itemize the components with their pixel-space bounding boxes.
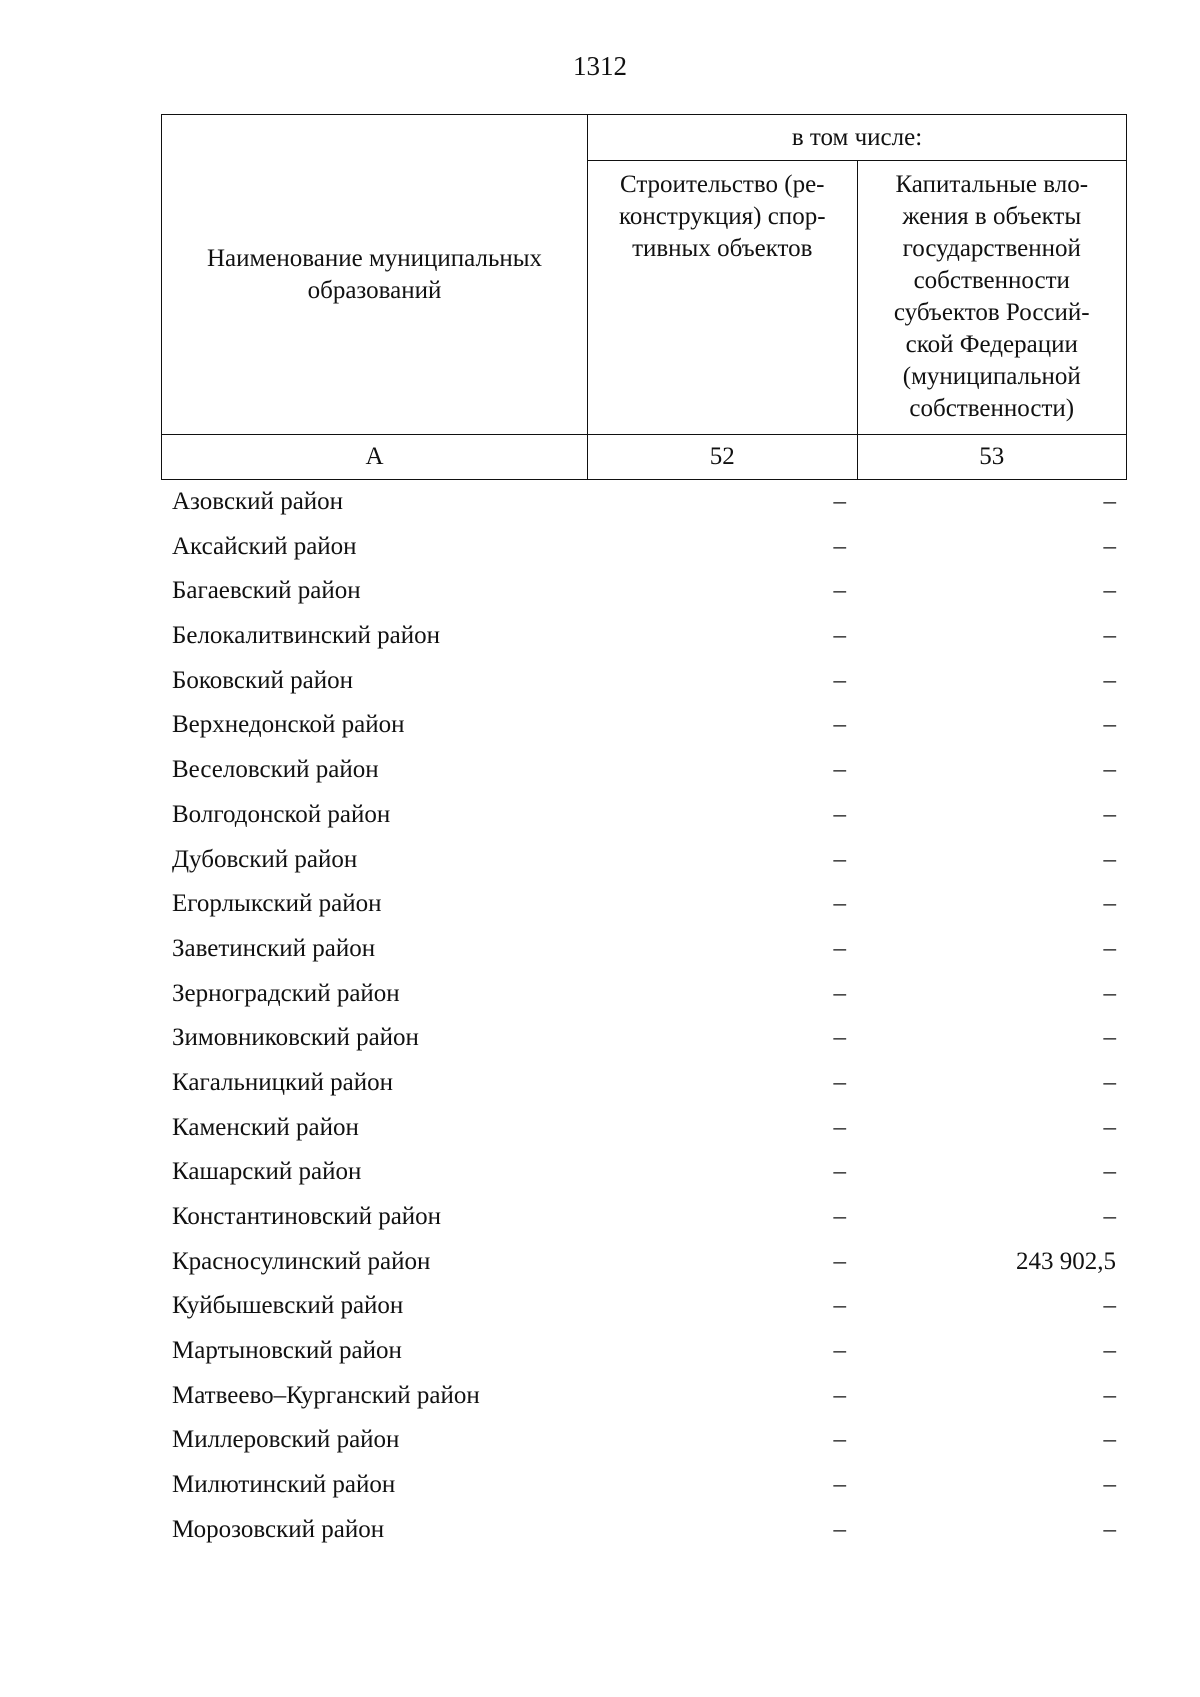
value-col-52: –: [833, 1113, 846, 1141]
municipality-name: Заветинский район: [172, 934, 376, 962]
municipality-name: Егорлыкский район: [172, 890, 382, 918]
municipality-name: Белокалитвинский район: [172, 622, 440, 650]
table-row: [161, 1016, 1127, 1061]
municipality-name: Милютинский район: [172, 1471, 396, 1499]
municipality-name: Багаевский район: [172, 577, 361, 605]
value-col-52: –: [833, 1292, 846, 1320]
municipality-name: Миллеровский район: [172, 1426, 400, 1454]
table-row: [161, 480, 1127, 525]
value-col-52: –: [833, 1158, 846, 1186]
table-row: [161, 1240, 1127, 1285]
table-row: [161, 838, 1127, 883]
table-row: [161, 1329, 1127, 1374]
table-body: [161, 480, 1127, 1553]
value-col-53: –: [1103, 1068, 1116, 1096]
value-col-53: –: [1103, 845, 1116, 873]
table-row: [161, 1374, 1127, 1419]
value-col-52: –: [833, 756, 846, 784]
value-col-52: –: [833, 1068, 846, 1096]
value-col-53: –: [1103, 577, 1116, 605]
value-col-53: –: [1103, 1515, 1116, 1543]
value-col-53: –: [1103, 1471, 1116, 1499]
value-col-53: –: [1103, 1337, 1116, 1365]
value-col-53: –: [1103, 666, 1116, 694]
table-row: [161, 1284, 1127, 1329]
municipality-name: Куйбышевский район: [172, 1292, 404, 1320]
value-col-52: –: [833, 890, 846, 918]
table-row: [161, 614, 1127, 659]
value-col-53: 243 902,5: [1016, 1247, 1116, 1275]
municipality-name: Зерноградский район: [172, 979, 400, 1007]
table-row: [161, 703, 1127, 748]
table-row: [161, 972, 1127, 1017]
table-row: [161, 569, 1127, 614]
value-col-53: –: [1103, 1113, 1116, 1141]
table-row: [161, 1508, 1127, 1553]
header-num-name: А: [162, 435, 588, 480]
table-row: [161, 793, 1127, 838]
value-col-52: –: [833, 622, 846, 650]
header-col-52: Строительство (ре- конструкция) спор- тивных объектов: [588, 161, 858, 435]
table-row: [161, 1463, 1127, 1508]
header-municipality-name: Наименование муниципальных образований: [162, 115, 588, 435]
value-col-52: –: [833, 532, 846, 560]
table-row: [161, 927, 1127, 972]
value-col-53: –: [1103, 532, 1116, 560]
value-col-53: –: [1103, 1024, 1116, 1052]
table-row: [161, 659, 1127, 704]
value-col-53: –: [1103, 1203, 1116, 1230]
municipality-name: Азовский район: [172, 488, 344, 515]
value-col-52: –: [833, 1471, 846, 1499]
municipality-name: Верхнедонской район: [172, 711, 405, 739]
value-col-52: –: [833, 934, 846, 962]
municipality-name: Кагальницкий район: [172, 1068, 394, 1096]
value-col-52: –: [833, 577, 846, 605]
value-col-53: –: [1103, 800, 1116, 828]
value-col-52: –: [833, 1426, 846, 1454]
table-row: [161, 1418, 1127, 1463]
value-col-52: –: [833, 845, 846, 873]
value-col-52: –: [833, 1247, 846, 1275]
value-col-53: –: [1103, 756, 1116, 784]
value-col-53: –: [1103, 1426, 1116, 1454]
municipality-name: Матвеево–Курганский район: [172, 1381, 480, 1409]
municipality-name: Волгодонской район: [172, 800, 391, 828]
value-col-52: –: [833, 800, 846, 828]
value-col-53: –: [1103, 979, 1116, 1007]
value-col-53: –: [1103, 1158, 1116, 1186]
header-num-52: 52: [588, 435, 858, 480]
value-col-53: –: [1103, 1292, 1116, 1320]
value-col-52: –: [833, 1024, 846, 1052]
value-col-52: –: [833, 666, 846, 694]
value-col-52: –: [833, 711, 846, 739]
value-col-53: –: [1103, 890, 1116, 918]
value-col-52: –: [833, 1381, 846, 1409]
value-col-52: –: [833, 1203, 846, 1230]
table-header: [161, 114, 1127, 480]
header-group-label: в том числе:: [588, 115, 1127, 161]
value-col-52: –: [833, 488, 846, 515]
header-col-53: Капитальные вло- жения в объекты государственной собственности субъектов Россий- ской Федерации (муниципальной собственности): [857, 161, 1127, 435]
municipality-name: Дубовский район: [172, 845, 358, 873]
table-row: [161, 1195, 1127, 1240]
municipality-name: Кашарский район: [172, 1158, 362, 1186]
page-number: 1312: [573, 51, 627, 81]
municipality-name: Зимовниковский район: [172, 1024, 419, 1052]
value-col-52: –: [833, 1337, 846, 1365]
table-row: [161, 748, 1127, 793]
header-num-53: 53: [857, 435, 1127, 480]
municipality-name: Веселовский район: [172, 756, 379, 784]
value-col-52: –: [833, 979, 846, 1007]
municipality-name: Аксайский район: [172, 532, 357, 560]
table-row: [161, 525, 1127, 570]
table-row: [161, 1061, 1127, 1106]
value-col-53: –: [1103, 711, 1116, 739]
table-row: [161, 1106, 1127, 1151]
value-col-53: –: [1103, 934, 1116, 962]
value-col-52: –: [833, 1515, 846, 1543]
value-col-53: –: [1103, 622, 1116, 650]
value-col-53: –: [1103, 488, 1116, 515]
municipality-name: Константиновский район: [172, 1203, 442, 1230]
table-row: [161, 882, 1127, 927]
municipality-name: Мартыновский район: [172, 1337, 402, 1365]
municipality-name: Морозовский район: [172, 1515, 385, 1543]
municipality-name: Каменский район: [172, 1113, 359, 1141]
municipality-name: Боковский район: [172, 666, 353, 694]
municipality-name: Красносулинский район: [172, 1247, 431, 1275]
table-row: [161, 1150, 1127, 1195]
value-col-53: –: [1103, 1381, 1116, 1409]
